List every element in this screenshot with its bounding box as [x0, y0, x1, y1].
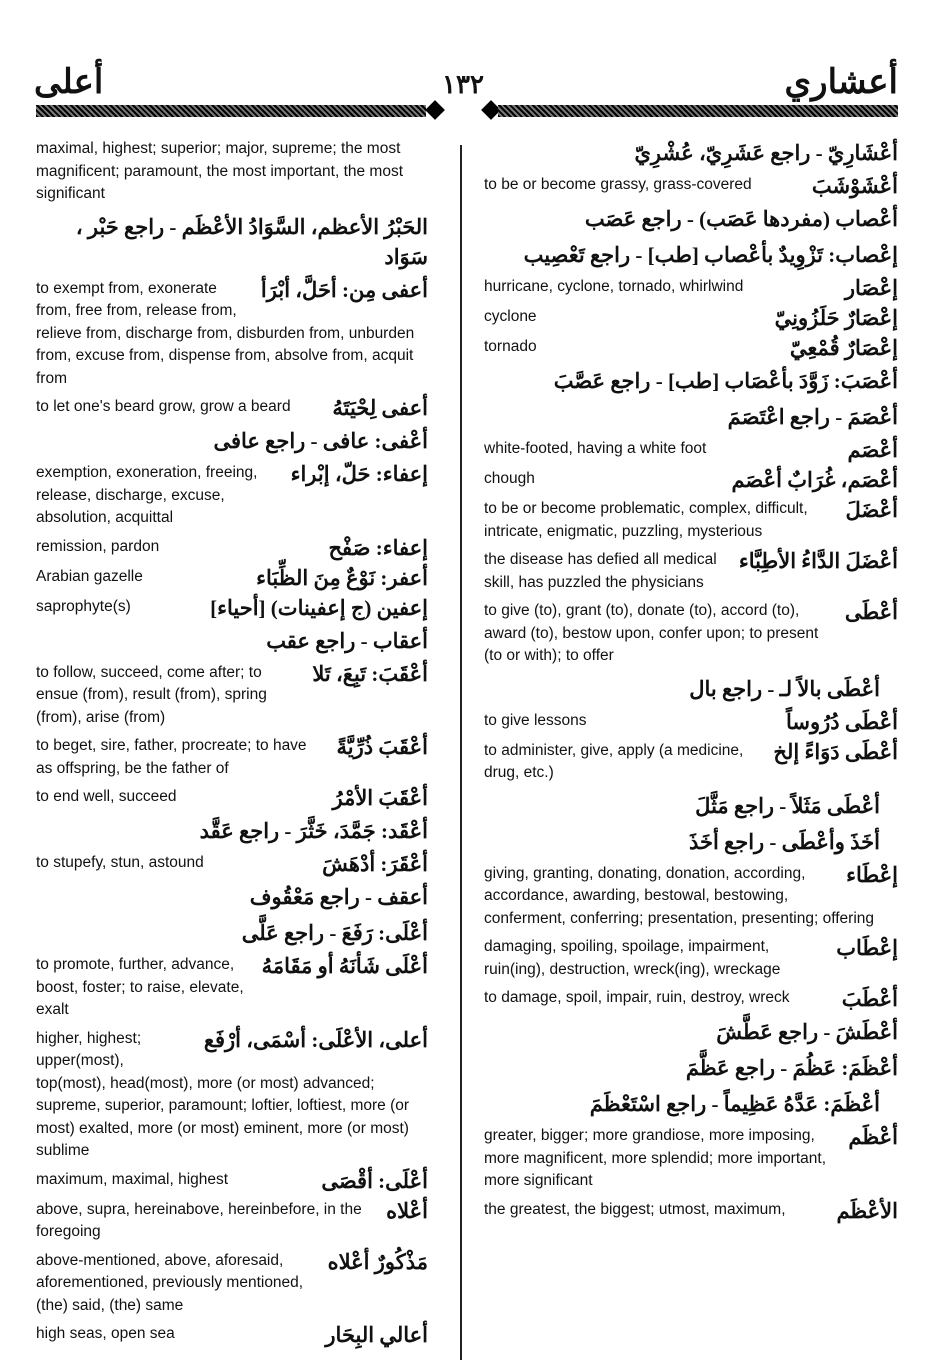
right-entry: [484, 1125, 898, 1193]
left-entry: [36, 1199, 428, 1244]
english-definition: to give (to), grant (to), donate (to), accord (to), award (to), bestow upon, confer upon; to present (to or with); to offer: [484, 602, 819, 664]
page-header: [0, 58, 944, 128]
right-entry: [484, 863, 898, 931]
arabic-headword: أعْلَى: أقْصَى: [321, 1168, 428, 1193]
left-entry: [36, 954, 428, 1022]
right-entry: [484, 1089, 898, 1119]
english-definition: to follow, succeed, come after; to ensue (from), result (from), spring (from), arise (from): [36, 663, 267, 726]
left-entry: [36, 735, 428, 780]
arabic-headword: أعْطَى دَوَاءً إلخ: [773, 739, 898, 764]
right-headword: أعشاري: [784, 64, 898, 101]
left-entry: [36, 138, 428, 206]
right-entry: [484, 674, 898, 704]
english-definition: saprophyte(s): [36, 597, 131, 615]
right-entry: [484, 306, 898, 330]
english-definition: high seas, open sea: [36, 1325, 175, 1342]
left-entry: [36, 1169, 428, 1193]
left-entry: [36, 786, 428, 810]
english-definition: the disease has defied all medical skill, has puzzled the physicians: [484, 551, 717, 591]
left-entry: [36, 426, 428, 456]
page-number: ١٣٢: [442, 70, 484, 99]
right-entry: [484, 549, 898, 594]
column-divider: [460, 145, 462, 1360]
english-definition: Arabian gazelle: [36, 567, 143, 585]
english-definition: to promote, further, advance, boost, foster; to raise, elevate, exalt: [36, 956, 244, 1018]
right-entry: [484, 276, 898, 300]
arabic-headword: مَذْكُورٌ أعْلاه: [327, 1249, 428, 1274]
right-entry: [484, 366, 898, 396]
english-definition: greater, bigger; more grandiose, more imposing, more magnificent, more splendid; more important, more significant: [484, 1127, 827, 1189]
arabic-headword: أعْقَبَ ذُرِّيَّةً: [336, 735, 428, 759]
arabic-cross-reference: أعْطَشَ - راجع عَطَّشَ: [716, 1020, 898, 1044]
right-entry: [484, 138, 898, 168]
right-entry: [484, 936, 898, 981]
arabic-cross-reference: أعْصاب (مفردها عَصَب) - راجع عَصَب: [584, 207, 898, 231]
english-definition: to administer, give, apply (a medicine, drug, etc.): [484, 741, 744, 781]
arabic-headword: أعْطَى دُرُوساً: [786, 709, 898, 734]
left-headword: أعلى: [34, 64, 104, 101]
arabic-cross-reference: أخَذَ وأعْطَى - راجع أخَذَ: [688, 829, 880, 854]
english-definition: exemption, exoneration, freeing, release, discharge, excuse, absolution, acquittal: [36, 464, 258, 526]
left-entry: [36, 1323, 428, 1347]
arabic-cross-reference: أعْلَى: رَفَعَ - راجع عَلَّى: [241, 921, 428, 945]
arabic-cross-reference: أعْصَمَ - راجع اعْتَصَمَ: [727, 405, 898, 429]
english-definition: to give lessons: [484, 711, 587, 729]
english-definition: to be or become problematic, complex, difficult, intricate, enigmatic, puzzling, mysterious: [484, 500, 808, 540]
right-entry: [484, 498, 898, 543]
left-column: [36, 138, 428, 1353]
right-entry: [484, 402, 898, 432]
arabic-headword: أعْطَبَ: [841, 987, 898, 1011]
left-entry: [36, 882, 428, 912]
arabic-headword: إعفاء: حَلّ، إبْراء: [290, 462, 428, 486]
arabic-headword: أعلى، الأعْلَى: أسْمَى، أرْفَع: [203, 1027, 428, 1052]
arabic-cross-reference: أعْظَمَ: عَظُمَ - راجع عَظَّمَ: [685, 1056, 898, 1080]
arabic-headword: أعْقَبَ: تَبِعَ، تَلا: [312, 661, 428, 686]
arabic-cross-reference: أعقف - راجع مَعْقُوف: [249, 885, 428, 909]
arabic-cross-reference: أعْقَد: جَمَّدَ، خَثَّرَ - راجع عَقَّد: [199, 819, 428, 843]
arabic-headword: أعْضَلَ: [845, 498, 898, 522]
left-entry: [36, 918, 428, 948]
english-definition: to beget, sire, father, procreate; to have as offspring, be the father of: [36, 737, 307, 777]
arabic-headword: أعْلَى شَأنَهُ أو مَقَامَهُ: [261, 954, 428, 978]
right-entry: [484, 710, 898, 734]
arabic-cross-reference: الحَبْرُ الأعظم، السَّوَادُ الأعْظَم - راجع حَبْر ، سَوَاد: [75, 214, 428, 269]
right-entry: [484, 240, 898, 270]
arabic-headword: إعْطَاء: [846, 862, 898, 887]
english-definition: above, supra, hereinabove, hereinbefore, in the foregoing: [36, 1200, 362, 1240]
right-entry: [484, 600, 898, 668]
arabic-headword: أعفر: نَوْعٌ مِنَ الظِّبَاء: [256, 565, 428, 590]
arabic-cross-reference: أعْطَى بالاً لـ - راجع بال: [689, 676, 880, 701]
arabic-headword: إعْصَارٌ قُمْعِيّ: [789, 336, 898, 360]
arabic-headword: أعفى مِن: أحَلَّ، أبْرَأ: [260, 277, 428, 302]
arabic-headword: الأعْظَم: [836, 1198, 898, 1223]
right-entry: [484, 987, 898, 1011]
english-definition: tornado: [484, 338, 537, 355]
right-entry: [484, 1199, 898, 1223]
left-entry: [36, 396, 428, 420]
left-entry: [36, 662, 428, 730]
arabic-headword: إعفاء: صَفْح: [328, 535, 428, 560]
arabic-headword: إعْطَاب: [836, 936, 898, 960]
english-definition: maximal, highest; superior; major, supreme; the most magnificent; paramount, the most important, the most significant: [36, 140, 404, 202]
right-entry: [484, 438, 898, 462]
arabic-cross-reference: أعقاب - راجع عقب: [266, 628, 428, 653]
arabic-headword: أعفى لِحْيَتَهُ: [332, 396, 428, 420]
english-definition: white-footed, having a white foot: [484, 440, 707, 457]
arabic-headword: أعْظَم: [848, 1125, 898, 1149]
english-definition: to stupefy, stun, astound: [36, 854, 204, 871]
arabic-cross-reference: أعْطَى مَثَلاً - راجع مَثَّلَ: [695, 793, 880, 818]
arabic-headword: أعْشَوْشَبَ: [811, 174, 898, 198]
left-entry: [36, 596, 428, 620]
english-definition: to be or become grassy, grass-covered: [484, 176, 752, 193]
english-definition: maximum, maximal, highest: [36, 1170, 229, 1188]
english-definition: to damage, spoil, impair, ruin, destroy, wreck: [484, 989, 790, 1006]
arabic-cross-reference: إعْصاب: تَزْوِيدٌ بأعْصاب [طب] - راجع تَعْصِيب: [523, 243, 898, 267]
arabic-cross-reference: أعْفى: عافى - راجع عافى: [213, 429, 428, 453]
arabic-headword: أعْضَلَ الدَّاءُ الأطِبَّاء: [738, 549, 898, 573]
arabic-headword: أعْلاه: [386, 1198, 428, 1223]
right-entry: [484, 740, 898, 785]
left-entry: [36, 816, 428, 846]
right-entry: [484, 791, 898, 821]
arabic-headword: أعْطَى: [844, 600, 898, 624]
english-definition: to end well, succeed: [36, 788, 177, 805]
right-entry: [484, 827, 898, 857]
left-entry: [36, 1250, 428, 1318]
header-rule-left: [36, 105, 426, 117]
arabic-headword: إعْصَار: [844, 276, 898, 300]
header-rule-right: [498, 105, 898, 117]
left-entry: [36, 626, 428, 656]
left-entry: [36, 852, 428, 876]
right-entry: [484, 1053, 898, 1083]
arabic-cross-reference: أعْشَارِيّ - راجع عَشَرِيّ، عُشْرِيّ: [634, 141, 898, 165]
english-definition: chough: [484, 470, 535, 487]
arabic-headword: أعالي البِحَار: [325, 1323, 428, 1347]
english-definition: higher, highest; upper(most), top(most), head(most), more (or most) advanced; supreme, superior, paramount; loftier, loftiest, more (or most) exalted, more (or most) eminent, more (or most) sublime: [36, 1029, 410, 1159]
right-entry: [484, 174, 898, 198]
right-entry: [484, 336, 898, 360]
english-definition: damaging, spoiling, spoilage, impairment, ruin(ing), destruction, wreck(ing), wreckage: [484, 938, 781, 978]
english-definition: remission, pardon: [36, 537, 160, 555]
arabic-headword: إعفين (ج إعفينات) [أحياء]: [210, 595, 428, 620]
arabic-cross-reference: أعْظَمَ: عَدَّهُ عَظِيماً - راجع اسْتَعْظَمَ: [589, 1092, 880, 1116]
left-entry: [36, 1028, 428, 1163]
english-definition: hurricane, cyclone, tornado, whirlwind: [484, 278, 744, 295]
header-diamond-left: [425, 100, 445, 120]
left-entry: [36, 278, 428, 391]
english-definition: cyclone: [484, 308, 537, 325]
arabic-cross-reference: أعْصَبَ: زَوَّدَ بأعْصَاب [طب] - راجع عَصَّبَ: [553, 369, 898, 393]
arabic-headword: إعْصَارٌ حَلَزُونِيّ: [774, 306, 898, 330]
english-definition: giving, granting, donating, donation, according, accordance, awarding, bestowal, bestowing, conferment, conferring; presentation, presenting; offering: [484, 864, 875, 927]
right-column: [484, 138, 898, 1229]
english-definition: to exempt from, exonerate from, free from, release from, relieve from, discharge from, disburden from, unburden from, excuse from, dispense from, absolve from, acquit from: [36, 279, 415, 387]
right-entry: [484, 468, 898, 492]
left-entry: [36, 462, 428, 530]
english-definition: the greatest, the biggest; utmost, maximum,: [484, 1200, 786, 1218]
left-entry: [36, 212, 428, 272]
arabic-headword: أعْصَم: [847, 438, 898, 462]
arabic-headword: أعْقَبَ الأمْرُ: [332, 786, 428, 810]
right-entry: [484, 204, 898, 234]
english-definition: above-mentioned, above, aforesaid, aforementioned, previously mentioned, (the) said, (the) same: [36, 1251, 304, 1314]
english-definition: to let one's beard grow, grow a beard: [36, 398, 291, 415]
arabic-headword: أعْصَم، غُرَابٌ أعْصَم: [731, 468, 898, 492]
left-entry: [36, 566, 428, 590]
left-entry: [36, 536, 428, 560]
arabic-headword: أعْقَرَ: أدْهَشَ: [322, 852, 428, 876]
right-entry: [484, 1017, 898, 1047]
